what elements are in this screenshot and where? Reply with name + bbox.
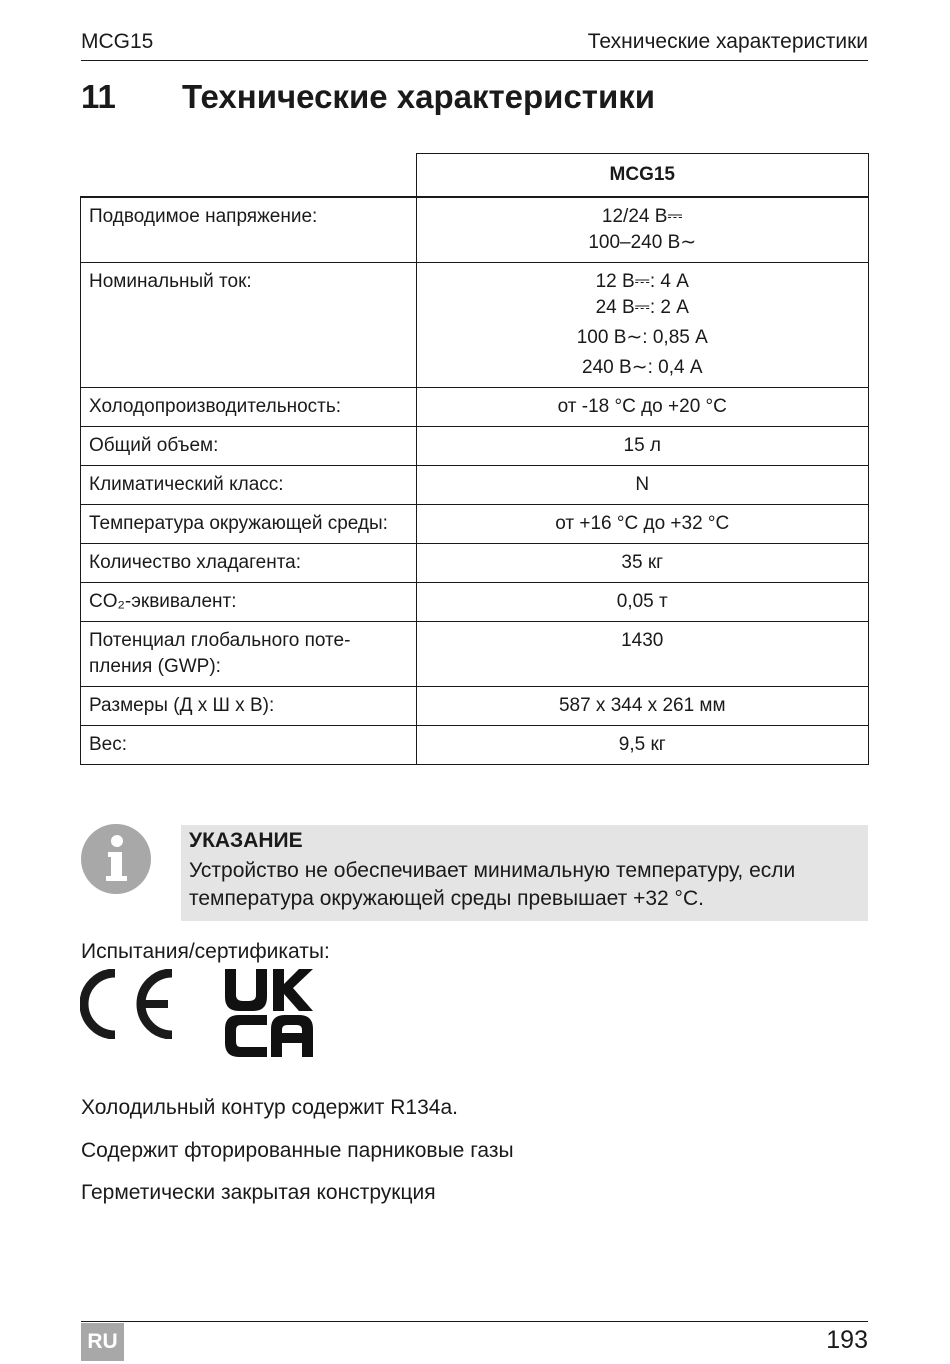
fluorinated-gases-note: Содержит фторированные парниковые газы (81, 1139, 514, 1162)
row-label: Общий объем: (81, 427, 417, 466)
notice-title: УКАЗАНИЕ (189, 829, 303, 852)
table-row (81, 263, 869, 388)
language-badge: RU (81, 1323, 124, 1361)
table-row (81, 583, 869, 622)
section-number: 11 (81, 78, 116, 115)
table-row (81, 687, 869, 726)
table-header-empty (81, 154, 417, 198)
row-value: 15 л (416, 427, 869, 466)
hermetic-note: Герметически закрытая конструкция (81, 1181, 436, 1204)
table-row (81, 427, 869, 466)
table-row (81, 726, 869, 765)
table-row (81, 197, 869, 263)
info-icon (81, 824, 151, 894)
notice-box (181, 825, 868, 921)
row-value: 12/24 В⎓ 100–240 В∼ (416, 197, 869, 263)
row-label: CO₂-эквивалент: (81, 583, 417, 622)
table-row (81, 466, 869, 505)
row-value: 1430 (416, 622, 869, 687)
refrigerant-note: Холодильный контур содержит R134a. (81, 1096, 458, 1119)
certs-label: Испытания/сертификаты: (81, 940, 330, 963)
row-label: Потенциал глобального поте-пления (GWP): (81, 622, 417, 687)
row-value: 35 кг (416, 544, 869, 583)
row-label: Климатический класс: (81, 466, 417, 505)
row-label: Номинальный ток: (81, 263, 417, 388)
row-value: N (416, 466, 869, 505)
specs-table (80, 153, 869, 765)
row-value: от +16 °C до +32 °C (416, 505, 869, 544)
row-value: 9,5 кг (416, 726, 869, 765)
row-label: Вес: (81, 726, 417, 765)
row-label: Размеры (Д х Ш х В): (81, 687, 417, 726)
table-row (81, 544, 869, 583)
notice-text: Устройство не обеспечивает минимальную температуру, если температура окружающей среды превышает +32 °C. (189, 859, 796, 910)
ce-mark-icon (80, 969, 175, 1039)
row-value: 0,05 т (416, 583, 869, 622)
row-label: Температура окружающей среды: (81, 505, 417, 544)
table-header-row (81, 154, 869, 198)
section-title: Технические характеристики (182, 78, 656, 115)
row-label: Количество хладагента: (81, 544, 417, 583)
header-divider (81, 60, 868, 61)
row-value: 12 В⎓: 4 А 24 В⎓: 2 А 100 В∼: 0,85 А 240 В∼: 0,4 А (416, 263, 869, 388)
page-number: 193 (826, 1326, 868, 1354)
table-row (81, 505, 869, 544)
row-label: Холодопроизводительность: (81, 388, 417, 427)
table-header-model: MCG15 (416, 154, 869, 198)
table-row (81, 622, 869, 687)
row-value: от -18 °C до +20 °C (416, 388, 869, 427)
footer-divider (81, 1321, 868, 1322)
header-model: MCG15 (81, 30, 154, 53)
header-section-title: Технические характеристики (587, 30, 868, 53)
ukca-mark-icon (223, 967, 315, 1059)
row-value: 587 x 344 x 261 мм (416, 687, 869, 726)
row-label: Подводимое напряжение: (81, 197, 417, 263)
table-row (81, 388, 869, 427)
